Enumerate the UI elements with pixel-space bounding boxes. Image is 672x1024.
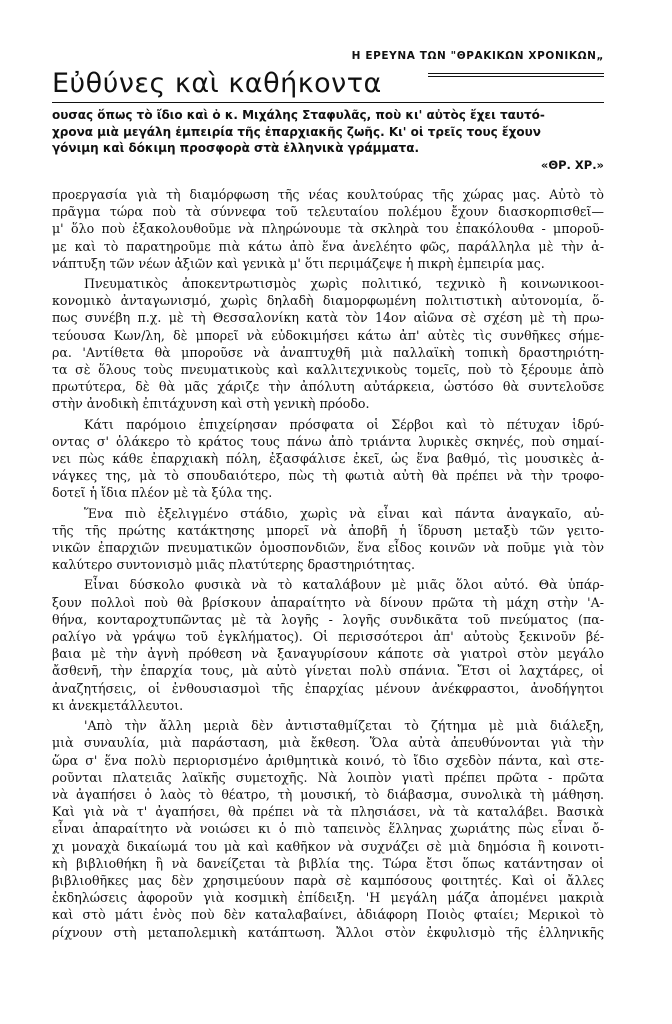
text-line: ραλίγο νὰ γράψω τοῦ ἐγκλήματος). Οἱ περισσότεροι ἀπ' αὐτοὺς ξεκινοῦν βέ- xyxy=(52,629,604,645)
text-line: Πνευματικὸς ἀποκεντρωτισμὸς χωρὶς πολιτικό, τεχνικὸ ἢ κοινωνικοοι- xyxy=(84,276,604,292)
title-underline-rule xyxy=(52,102,604,103)
text-line: νικῶν ἐπαρχιῶν πνευματικῶν ὁμοσπονδιῶν, ἕνα εἶδος κοινῶν νὰ ποῦμε γιὰ τὸν xyxy=(52,540,604,556)
intro-line: γόνιμη καὶ δόκιμη προσφορὰ στὰ ἑλληνικὰ γράμματα. xyxy=(52,141,420,155)
text-line: ἀναζητήσεις, οἱ ἐνθουσιασμοὶ τῆς ἐπαρχίας μένουν ἀνέκφραστοι, ἀνοδήγητοι xyxy=(52,680,604,696)
text-line: Ἕνα πιὸ ἐξελιγμένο στάδιο, χωρὶς νὰ εἶναι καὶ πάντα ἀναγκαῖο, αὐ- xyxy=(84,505,604,521)
text-line: μ' ὅλο ποὺ ἐξακολουθοῦμε νὰ πληρώνουμε τὰ σκληρὰ του ἐπακόλουθα - μποροῦ- xyxy=(52,221,604,237)
text-line: ἐκδηλώσεις ἀφοροῦν γιὰ κοσμικὴ ἐπίδειξη. 'Η μεγάλη μάζα ἀπομένει μακριὰ xyxy=(52,890,604,906)
body-paragraph xyxy=(52,576,604,714)
text-line: νει πὼς κάθε ἐπαρχιακὴ πόλη, ἐξασφάλισε ἐκεῖ, ὡς ἕνα βαθμό, τὶς μουσικὲς ἀ- xyxy=(52,451,604,467)
article-body xyxy=(52,186,604,944)
text-line: 'Απὸ τὴν ἄλλη μεριὰ δὲν ἀντισταθμίζεται τὸ ζήτημα μὲ μιὰ διάλεξη, xyxy=(84,718,604,734)
text-line: Κάτι παρόμοιο ἐπιχείρησαν πρόσφατα οἱ Σέρβοι καὶ τὸ πέτυχαν ἱδρύ- xyxy=(84,416,604,432)
text-line: στὴν ἀνοδικὴ ἐπιτάχυνση καὶ στὴ γενικὴ πρόοδο. xyxy=(52,396,370,412)
text-line: τεύουσα Κων/λη, δὲ μπορεῖ νὰ εὐδοκιμήσει κάτω ἀπ' αὐτὲς τὶς συνθῆκες σήμε- xyxy=(52,327,604,343)
text-line: ρα. 'Αντίθετα θὰ μποροῦσε νὰ ἀναπτυχθῆ μιὰ παλλαϊκὴ τοπικὴ δραστηριότη- xyxy=(52,344,604,360)
text-line: ἄσθενῆ, τὴν ἐπαρχία τους, μὰ αὐτὸ γίνεται πολὺ σπάνια. Ἔτσι οἱ λαχτάρες, οἱ xyxy=(52,663,604,679)
text-line: εἶναι ἀπαραίτητο νὰ νοιώσει κι ὁ πιὸ ταπεινὸς ἕλληνας χωριάτης πὼς εἶναι ὄ- xyxy=(52,821,604,837)
series-underline-rule xyxy=(428,73,604,77)
text-line: χι μοναχὰ δικαίωμά του μὰ καὶ καθῆκον νὰ συχνάζει σὲ μιὰ δημόσια ἢ κοινοτι- xyxy=(52,838,604,854)
text-line: νάπτυξη τῶν νέων ἀξιῶν καὶ γενικὰ μ' ὅτι περιμάζεψε ἡ πικρὴ ἐμπειρία μας. xyxy=(52,255,545,271)
editorial-signature: «ΘΡ. ΧΡ.» xyxy=(540,158,604,172)
article-title: Εὐθύνες καὶ καθήκοντα xyxy=(52,68,382,99)
text-line: κι ἀνεκμετάλλευτοι. xyxy=(52,697,184,713)
text-line: Καὶ γιὰ νὰ τ' ἀγαπήσει, θὰ πρέπει νὰ τὰ πλησιάσει, νὰ τὰ καταλάβει. Βασικὰ xyxy=(52,804,604,820)
text-line: προεργασία γιὰ τὴ διαμόρφωση τῆς νέας κουλτούρας τῆς χώρας μας. Αὐτὸ τὸ xyxy=(52,187,604,202)
text-line: ρίχνουν στὴ μεταπολεμικὴ κατάπτωση. Ἄλλοι στὸν ἐκφυλισμὸ τῆς ἑλληνικῆς xyxy=(52,924,604,940)
intro-paragraph xyxy=(52,107,604,157)
text-line: πως συνέβη π.χ. μὲ τὴ Θεσσαλονίκη κατὰ τὸν 14ον αἰῶνα σὲ σχέση μὲ τὴ πρω- xyxy=(52,310,604,326)
text-line: καὶ στὸ μάτι ἑνὸς ποὺ δὲν καταλαβαίνει, ἀδιάφορη Ποιὸς φταίει; Μερικοὶ τὸ xyxy=(52,907,604,923)
text-line: νάγκες της, μὰ τὸ σπουδαιότερο, πὼς τὴ φωτιὰ αὐτὴ θὰ πρέπει νὰ τὴν τροφο- xyxy=(52,468,604,484)
text-line: πρᾶγμα τώρα ποὺ τὰ σύννεφα τοῦ τελευταίου πολέμου ἔχουν διασκορπισθεῖ— xyxy=(52,204,604,220)
text-line: ροῦνται πλατειᾶς λαϊκῆς συμετοχῆς. Νὰ λοιπὸν γιατὶ πρέπει πρῶτα - πρῶτα xyxy=(52,769,604,785)
text-line: δοτεῖ ἡ ἴδια πλέον μὲ τὰ ξύλα της. xyxy=(52,485,273,501)
text-line: τα σὲ ὅλους τοὺς πνευματικοὺς καὶ καλλιτεχνικοὺς τομεῖς, ποὺ τὸ ξέρουμε ἀπὸ xyxy=(52,362,604,378)
body-paragraph xyxy=(52,505,604,574)
text-line: κὴ βιβλιοθήκη ἢ νὰ δανείζεται τὰ βιβλία της. Τώρα ἔτσι ὅπως κατάντησαν οἱ xyxy=(52,855,604,871)
intro-line: χρονα μιὰ μεγάλη ἐμπειρία τῆς ἐπαρχιακῆς ζωῆς. Κι' οἱ τρεῖς τους ἔχουν xyxy=(52,124,541,139)
text-line: νὰ ἀγαπήσει ὁ λαὸς τὸ θέατρο, τὴ μουσική, τὸ διάβασμα, συνολικὰ τὴ μάθηση. xyxy=(52,786,604,802)
body-paragraph xyxy=(52,717,604,941)
text-line: βαια μὲ τὴν ἀγνὴ πρόθεση νὰ ξαναγυρίσουν κάποτε σὰ γιατροὶ στὸν μεγάλο xyxy=(52,646,604,662)
text-line: ὥρα σ' ἕνα πολὺ περιορισμένο ἀριθμητικὰ κοινό, τὸ ἴδιο σχεδὸν πάντα, καὶ στε- xyxy=(52,752,604,768)
text-line: Εἶναι δύσκολο φυσικὰ νὰ τὸ καταλάβουν μὲ μιᾶς ὅλοι αὐτό. Θὰ ὑπάρ- xyxy=(84,577,604,593)
text-line: ξουν πολλοὶ ποὺ θὰ βρίσκουν ἀπαραίτητο νὰ δίνουν πρῶτα τὴ μάχη στὴν 'Α- xyxy=(52,594,604,610)
text-line: βιβλιοθῆκες μας δὲν χρησιμεύουν παρὰ σὲ καμπόσους φοιτητές. Καὶ οἱ ἄλλες xyxy=(52,872,604,888)
text-line: καλύτερο συντονισμὸ μιᾶς πλατύτερης δραστηριότητας. xyxy=(52,557,416,573)
text-line: οντας σ' ὁλάκερο τὸ κράτος τους πάνω ἀπὸ τριάντα λυρικὲς σκηνές, ποὺ σημαί- xyxy=(52,433,604,449)
text-line: με καὶ τὸ παρατηροῦμε πιὰ κάτω ἀπὸ ἕνα ἀνελέητο φῶς, παράλληλα μὲ τὴν ἀ- xyxy=(52,238,604,254)
intro-line: ουσας ὅπως τὸ ἴδιο καὶ ὁ κ. Μιχάλης Σταφυλᾶς, ποὺ κι' αὐτὸς ἔχει ταυτό- xyxy=(52,108,545,122)
series-heading: Η ΕΡΕΥΝΑ ΤΩΝ "ΘΡΑΚΙΚΩΝ ΧΡΟΝΙΚΩΝ„ xyxy=(351,50,604,62)
text-line: κονομικὸ ἀνταγωνισμό, χωρὶς δηλαδὴ διαμορφωμένη πολιτιστικὴ αὐτονομία, ὅ- xyxy=(52,293,604,309)
text-line: μιὰ συναυλία, μιὰ παράσταση, μιὰ ἔκθεση. Ὅλα αὐτὰ ἀπευθύνονται γιὰ τὴν xyxy=(52,735,604,751)
text-line: θήνα, κονταροχτυπῶντας μὲ τὰ λογῆς - λογῆς συνδικᾶτα τοῦ πνεύματος (πα- xyxy=(52,611,604,627)
body-paragraph xyxy=(52,275,604,413)
body-paragraph xyxy=(52,186,604,272)
text-line: τῆς τῆς πρώτης κατάκτησης μπορεῖ νὰ ἀποβῆ ἡ ἵδρυση μεταξὺ τῶν γειτο- xyxy=(52,522,604,538)
body-paragraph xyxy=(52,416,604,502)
text-line: πρωτύτερα, δὲ θὰ μᾶς χάριζε τὴν ἀπόλυτη αὐτάρκεια, ὡστόσο θὰ συντελοῦσε xyxy=(52,379,604,395)
